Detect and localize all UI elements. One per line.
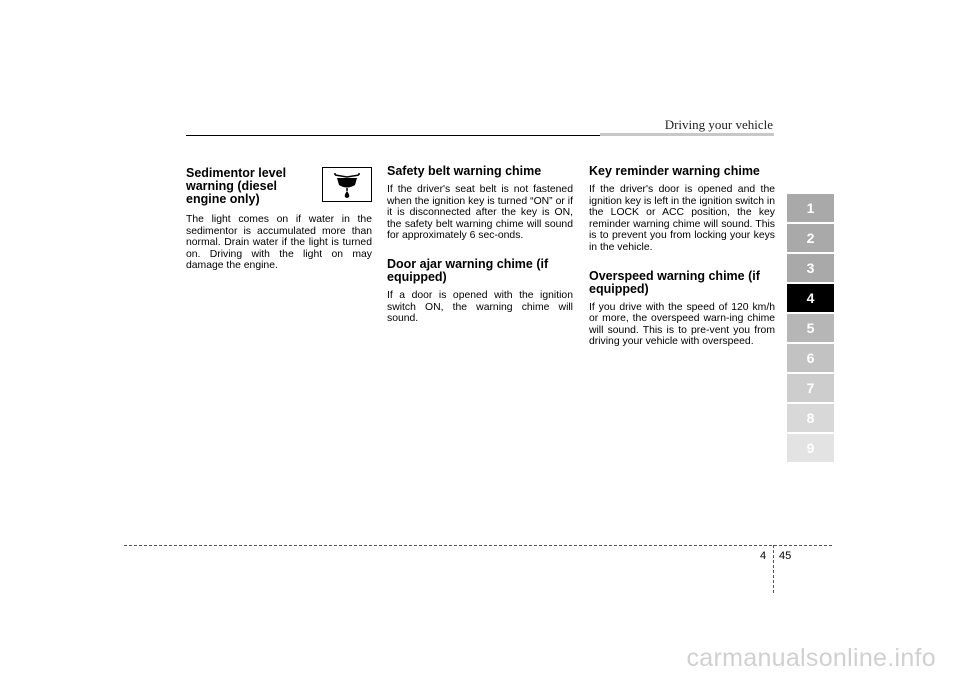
chapter-tab-4[interactable]: 4 (787, 284, 834, 312)
chapter-tab-7[interactable]: 7 (787, 374, 834, 402)
sedimentor-body: The light comes on if water in the sedimentor is accumulated more than normal. Drain water if the light is turned on. Driving with the light on may damage the engine. (186, 214, 372, 272)
chapter-tabs (787, 194, 834, 464)
safety-belt-body: If the driver's seat belt is not fastened when the ignition key is turned “ON” or if it is disconnected after the key is ON, the safety belt warning chime will sound for approximately 6 sec-onds. (387, 184, 573, 242)
chapter-tab-9[interactable]: 9 (787, 434, 834, 462)
sedimentor-warning-icon (322, 167, 372, 202)
header-accent-bar (600, 133, 774, 136)
door-ajar-body: If a door is opened with the ignition switch ON, the warning chime will sound. (387, 289, 573, 325)
watermark: carmanualsonline.info (686, 644, 936, 672)
footer-divider (773, 545, 774, 593)
column-chimes-1 (387, 165, 573, 325)
key-reminder-heading: Key reminder warning chime (589, 164, 760, 178)
door-ajar-heading: Door ajar warning chime (if equipped) (387, 256, 549, 284)
chapter-tab-8[interactable]: 8 (787, 404, 834, 432)
overspeed-body: If you drive with the speed of 120 km/h or more, the overspeed warn-ing chime will sound. This is to pre-vent you from driving your vehicle with overspeed. (589, 301, 775, 348)
overspeed-heading: Overspeed warning chime (if equipped) (589, 268, 760, 296)
chapter-tab-6[interactable]: 6 (787, 344, 834, 372)
chapter-tab-1[interactable]: 1 (787, 194, 834, 222)
safety-belt-heading: Safety belt warning chime (387, 164, 542, 178)
key-reminder-body: If the driver's door is opened and the ignition key is left in the ignition switch in the LOCK or ACC position, the key reminder warning chime will sound. This is to prevent you from locking your keys in the vehicle. (589, 184, 775, 253)
page-number: 45 (779, 550, 792, 562)
page-header-title: Driving your vehicle (664, 117, 773, 132)
chapter-tab-5[interactable]: 5 (787, 314, 834, 342)
page-section-number: 4 (760, 550, 767, 562)
column-chimes-2 (589, 165, 775, 348)
chapter-tab-2[interactable]: 2 (787, 224, 834, 252)
footer-rule (124, 545, 832, 546)
chapter-tab-3[interactable]: 3 (787, 254, 834, 282)
sedimentor-heading: Sedimentor level warning (diesel engine only) (186, 166, 287, 206)
